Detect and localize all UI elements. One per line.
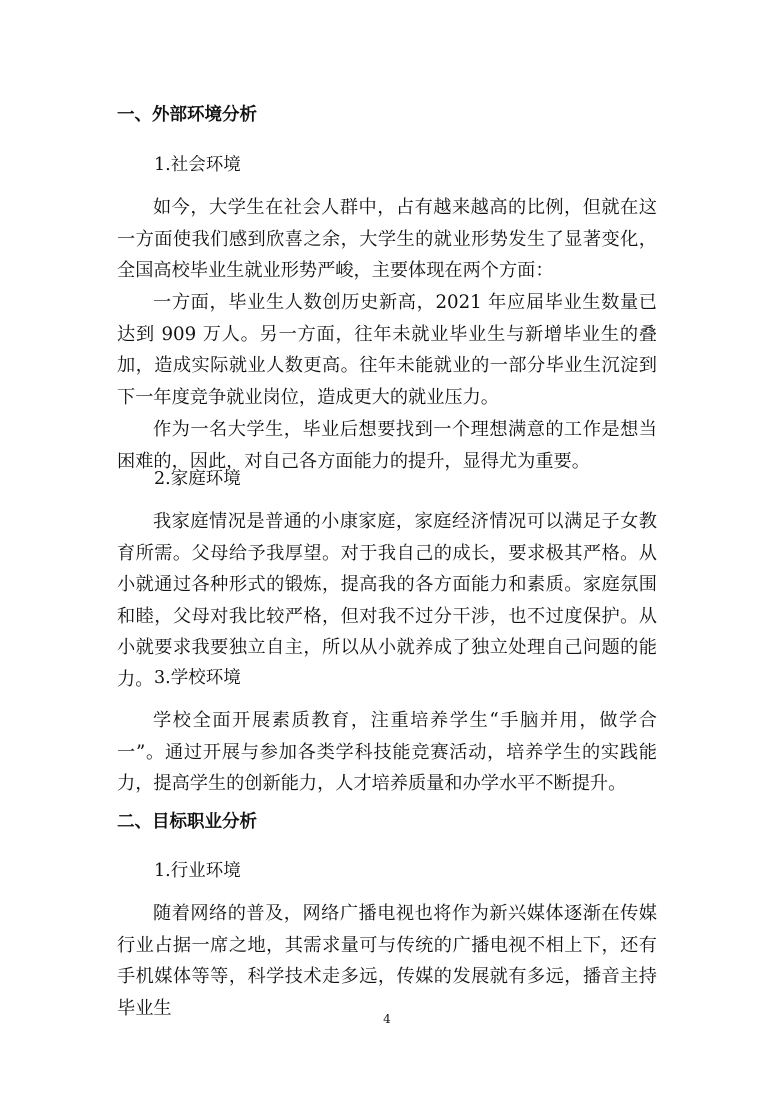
subsection-heading-industry-environment: 1.行业环境 — [154, 861, 241, 881]
paragraph-family-1: 我家庭情况是普通的小康家庭，家庭经济情况可以满足子女教育所需。父母给予我厚望。对于我自己的成长，要求极其严格。从小就通过各种形式的锻炼，提高我的各方面能力和素质。家庭氛围和睦，父母对我比较严格，但对我不过分干涉，也不过度保护。从小就要求我要独立自主，所以从小就养成了独立处理自己问题的能力。 — [117, 511, 657, 690]
paragraph-industry-1: 随着网络的普及，网络广播电视也将作为新兴媒体逐渐在传媒行业占据一席之地，其需求量可与传统的广播电视不相上下，还有手机媒体等等，科学技术走多远，传媒的发展就有多远，播音主持毕业生 — [117, 903, 657, 1019]
paragraph-social-1: 如今，大学生在社会人群中，占有越来越高的比例，但就在这一方面使我们感到欣喜之余，大学生的就业形势发生了显著变化，全国高校毕业生就业形势严峻，主要体现在两个方面： — [117, 197, 657, 282]
subsection-heading-school-environment: 3.学校环境 — [154, 668, 241, 688]
page-number: 4 — [383, 1012, 391, 1026]
paragraph-social-2: 一方面，毕业生人数创历史新高，2021 年应届毕业生数量已达到 909 万人。另一方面，往年未就业毕业生与新增毕业生的叠加，造成实际就业人数更高。往年未能就业的一部分毕业生沉淀到下一年度竞争就业岗位，造成更大的就业压力。 — [117, 292, 657, 408]
paragraph-social-3: 作为一名大学生，毕业后想要找到一个理想满意的工作是想当困难的，因此，对自己各方面能力的提升，显得尤为重要。 — [117, 419, 657, 472]
subsection-heading-family-environment: 2.家庭环境 — [154, 469, 241, 489]
section-heading-external-environment: 一、外部环境分析 — [117, 105, 257, 125]
subsection-heading-social-environment: 1.社会环境 — [154, 155, 241, 175]
paragraph-school-1: 学校全面开展素质教育，注重培养学生“手脑并用，做学合一”。通过开展与参加各类学科技能竞赛活动，培养学生的实践能力，提高学生的创新能力，人才培养质量和办学水平不断提升。 — [117, 710, 657, 795]
section-heading-target-career: 二、目标职业分析 — [117, 812, 257, 832]
